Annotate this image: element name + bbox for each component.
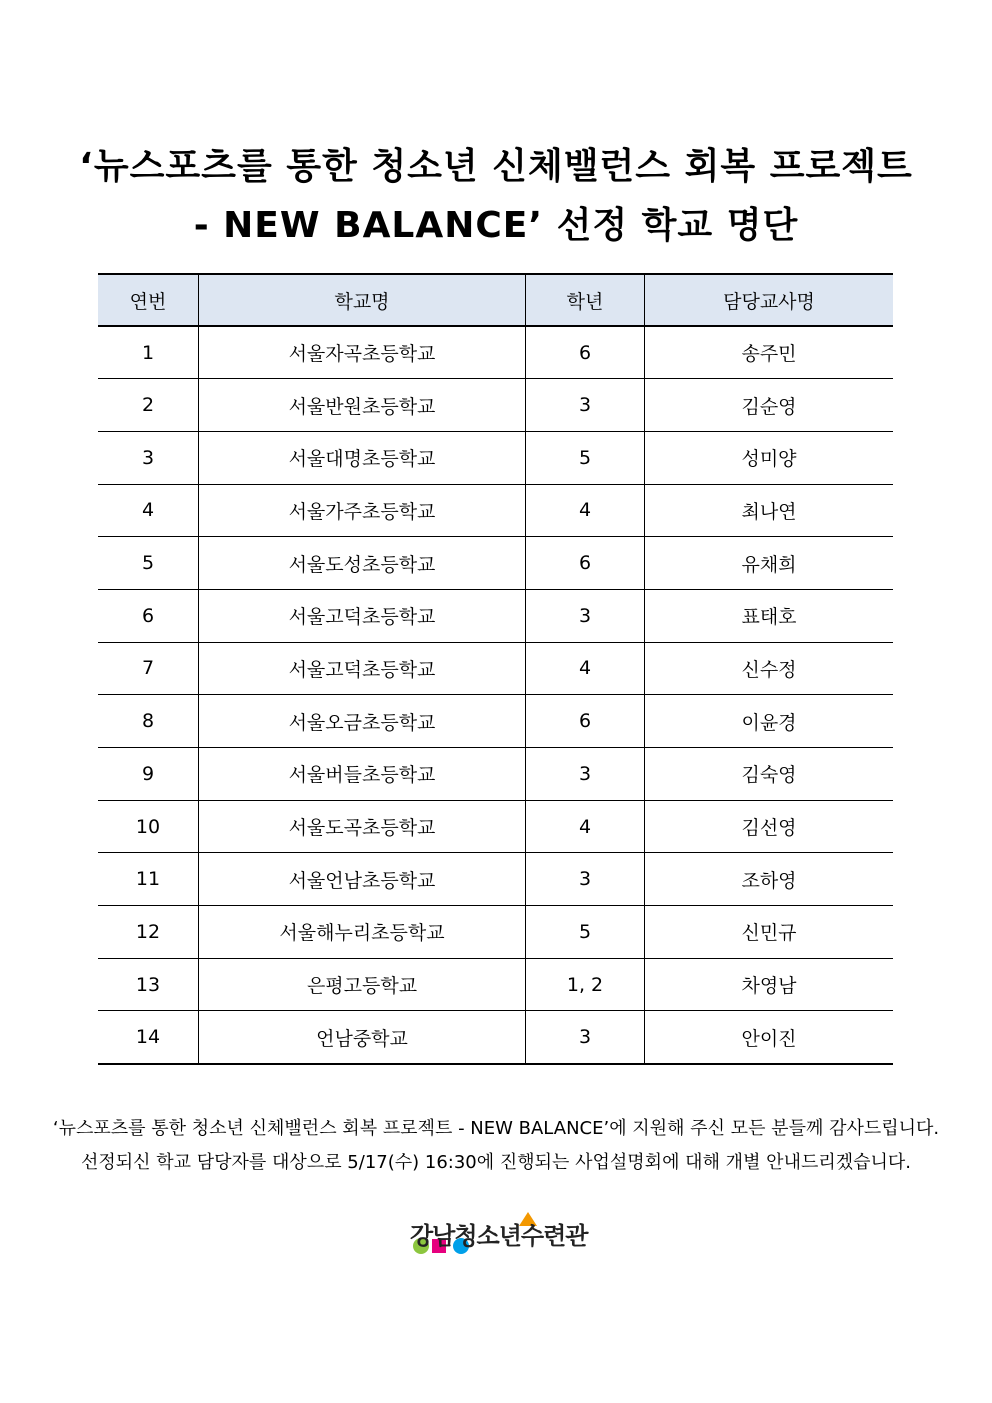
cell-grade: 4	[526, 642, 645, 695]
cell-teacher-name: 김숙영	[645, 748, 894, 801]
cell-teacher-name: 신민규	[645, 906, 894, 959]
cell-teacher-name: 신수정	[645, 642, 894, 695]
cell-grade: 3	[526, 589, 645, 642]
gangnam-youth-center-logo	[410, 1212, 590, 1256]
cell-school-name: 서울고덕초등학교	[199, 589, 526, 642]
cell-teacher-name: 이윤경	[645, 695, 894, 748]
header-school-name: 학교명	[199, 274, 526, 326]
cell-school-name: 은평고등학교	[199, 958, 526, 1011]
table-row	[98, 1011, 893, 1064]
table-row	[98, 379, 893, 432]
cell-grade: 5	[526, 906, 645, 959]
cell-grade: 5	[526, 431, 645, 484]
table-row	[98, 589, 893, 642]
cell-teacher-name: 송주민	[645, 326, 894, 379]
table-row	[98, 853, 893, 906]
cell-school-name: 서울해누리초등학교	[199, 906, 526, 959]
cell-school-name: 서울반원초등학교	[199, 379, 526, 432]
cell-grade: 1, 2	[526, 958, 645, 1011]
cell-grade: 6	[526, 326, 645, 379]
cell-school-name: 언남중학교	[199, 1011, 526, 1064]
table-row	[98, 695, 893, 748]
cell-teacher-name: 차영남	[645, 958, 894, 1011]
cell-number: 8	[98, 695, 199, 748]
cell-grade: 3	[526, 379, 645, 432]
cell-teacher-name: 조하영	[645, 853, 894, 906]
page-title-line-2: - NEW BALANCE’ 선정 학교 명단	[193, 205, 799, 246]
cell-grade: 6	[526, 695, 645, 748]
table-row	[98, 958, 893, 1011]
logo-text: 강남청소년수련관	[410, 1222, 588, 1250]
cell-number: 1	[98, 326, 199, 379]
note-line-1: ‘뉴스포츠를 통한 청소년 신체밸런스 회복 프로젝트 - NEW BALANCE’에 지원해 주신 모든 분들께 감사드립니다.	[52, 1118, 940, 1139]
table-row	[98, 906, 893, 959]
table-body	[98, 326, 893, 1064]
cell-number: 13	[98, 958, 199, 1011]
cell-school-name: 서울언남초등학교	[199, 853, 526, 906]
cell-teacher-name: 유채희	[645, 537, 894, 590]
cell-number: 11	[98, 853, 199, 906]
table-row	[98, 642, 893, 695]
cell-teacher-name: 표태호	[645, 589, 894, 642]
cell-number: 12	[98, 906, 199, 959]
table-header-row	[98, 274, 893, 326]
header-grade: 학년	[526, 274, 645, 326]
table-row	[98, 431, 893, 484]
header-number: 연번	[98, 274, 199, 326]
cell-grade: 3	[526, 748, 645, 801]
cell-number: 7	[98, 642, 199, 695]
school-list-table	[98, 273, 893, 1065]
cell-school-name: 서울오금초등학교	[199, 695, 526, 748]
cell-number: 3	[98, 431, 199, 484]
table-row	[98, 484, 893, 537]
cell-number: 14	[98, 1011, 199, 1064]
cell-number: 6	[98, 589, 199, 642]
header-teacher-name: 담당교사명	[645, 274, 894, 326]
cell-number: 2	[98, 379, 199, 432]
cell-teacher-name: 성미양	[645, 431, 894, 484]
cell-number: 4	[98, 484, 199, 537]
cell-number: 10	[98, 800, 199, 853]
cell-school-name: 서울도성초등학교	[199, 537, 526, 590]
table-row	[98, 537, 893, 590]
cell-grade: 3	[526, 1011, 645, 1064]
table-row	[98, 800, 893, 853]
cell-grade: 3	[526, 853, 645, 906]
cell-school-name: 서울가주초등학교	[199, 484, 526, 537]
cell-grade: 4	[526, 800, 645, 853]
cell-school-name: 서울대명초등학교	[199, 431, 526, 484]
cell-number: 9	[98, 748, 199, 801]
cell-number: 5	[98, 537, 199, 590]
cell-school-name: 서울버들초등학교	[199, 748, 526, 801]
cell-grade: 6	[526, 537, 645, 590]
table-row	[98, 748, 893, 801]
table-row	[98, 326, 893, 379]
page-title-line-1: ‘뉴스포츠를 통한 청소년 신체밸런스 회복 프로젝트	[79, 146, 913, 187]
cell-school-name: 서울자곡초등학교	[199, 326, 526, 379]
cell-teacher-name: 김순영	[645, 379, 894, 432]
cell-teacher-name: 최나연	[645, 484, 894, 537]
cell-school-name: 서울고덕초등학교	[199, 642, 526, 695]
cell-teacher-name: 김선영	[645, 800, 894, 853]
note-line-2: 선정되신 학교 담당자를 대상으로 5/17(수) 16:30에 진행되는 사업설명회에 대해 개별 안내드리겠습니다.	[80, 1152, 912, 1173]
cell-school-name: 서울도곡초등학교	[199, 800, 526, 853]
cell-grade: 4	[526, 484, 645, 537]
cell-teacher-name: 안이진	[645, 1011, 894, 1064]
